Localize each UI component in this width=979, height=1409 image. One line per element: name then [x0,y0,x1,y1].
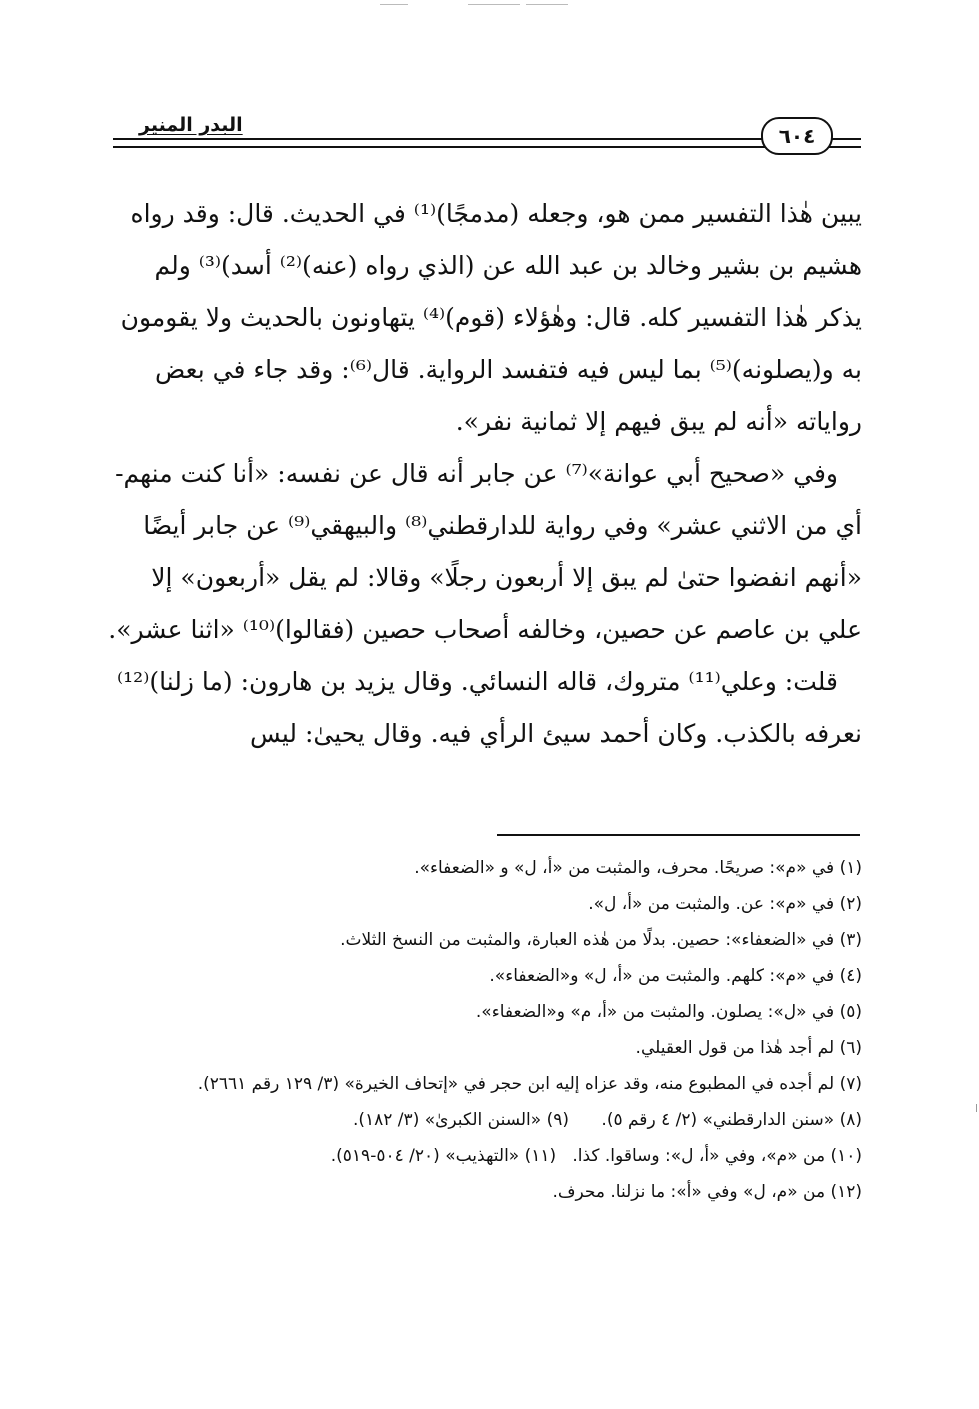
header-rule-bottom [113,146,861,148]
footnote: (١٢) من «م، ل» وفي «أ»: ما نزلنا. محرف. [552,1182,862,1202]
margin-mark [976,1104,977,1112]
scan-top-marks [380,4,580,10]
footnote: (١٠) من «م»، وفي «أ، ل»: وساقوا. كذا. (١١) «التهذيب» (٢٠/ ٥٠٤-٥١٩). [330,1146,862,1166]
header-rule-top [113,138,861,140]
main-text [104,188,862,760]
footnote: (٦) لم أجد هٰذا من قول العقيلي. [635,1038,862,1058]
footnote: (٧) لم أجده في المطبوع منه، وقد عزاه إليه ابن حجر في «إتحاف الخيرة» (٣/ ١٢٩ رقم ٢٦٦١). [197,1074,862,1094]
paragraph: قلت: وعلي⁽¹¹⁾ متروك، قاله النسائي. وقال يزيد بن هارون: (ما زلنا)⁽¹²⁾ نعرفه بالكذب. وكان أحمد سيئ الرأي فيه. وقال يحيىٰ: ليس [117,667,862,748]
page-number: ٦٠٤ [761,117,833,155]
footnote: (١) في «م»: صريحًا. محرف، والمثبت من «أ، ل» و «الضعفاء». [414,858,862,878]
footnote: (٣) في «الضعفاء»: حصين. بدلًا من هٰذه العبارة، والمثبت من النسخ الثلاث. [340,930,862,950]
footnote-separator [497,834,860,836]
footnote: (٨) «سنن الدارقطني» (٢/ ٤ رقم ٥). (٩) «السنن الكبرىٰ» (٣/ ١٨٢). [352,1110,862,1130]
running-title: البدر المنير [139,114,243,136]
footnote: (٥) في «ل»: يصلون. والمثبت من «أ، م» و«الضعفاء». [475,1002,862,1022]
paragraph: يبين هٰذا التفسير ممن هو، وجعله (مدمجًا)⁽¹⁾ في الحديث. قال: وقد رواه هشيم بن بشير وخالد بن عبد الله عن (الذي رواه (عنه)⁽²⁾ أسد)⁽³⁾ ولم يذكر هٰذا التفسير كله. قال: وهٰؤلاء (قوم)⁽⁴⁾ يتهاونون بالحديث ولا يقومون به و(يصلونه)⁽⁵⁾ بما ليس فيه فتفسد الرواية. قال⁽⁶⁾: وقد جاء في بعض رواياته «أنه لم يبق فيهم إلا ثمانية نفر». [120,199,862,436]
footnote: (٤) في «م»: كلهم. والمثبت من «أ، ل» و«الضعفاء». [489,966,862,986]
footnote: (٢) في «م»: عن. والمثبت من «أ، ل». [588,894,862,914]
footnotes [148,850,862,1210]
page-header [113,112,861,162]
paragraph: وفي «صحيح أبي عوانة»⁽⁷⁾ عن جابر أنه قال عن نفسه: «أنا كنت منهم- أي من الاثني عشر» وفي رواية للدارقطني⁽⁸⁾ والبيهقي⁽⁹⁾ عن جابر أيضًا «أنهم انفضوا حتىٰ لم يبق إلا أربعون رجلًا» وقالا: لم يقل «أربعون» إلا علي بن عاصم عن حصين، وخالفه أصحاب حصين (فقالوا)⁽¹⁰⁾ «اثنا عشر». [108,459,862,644]
